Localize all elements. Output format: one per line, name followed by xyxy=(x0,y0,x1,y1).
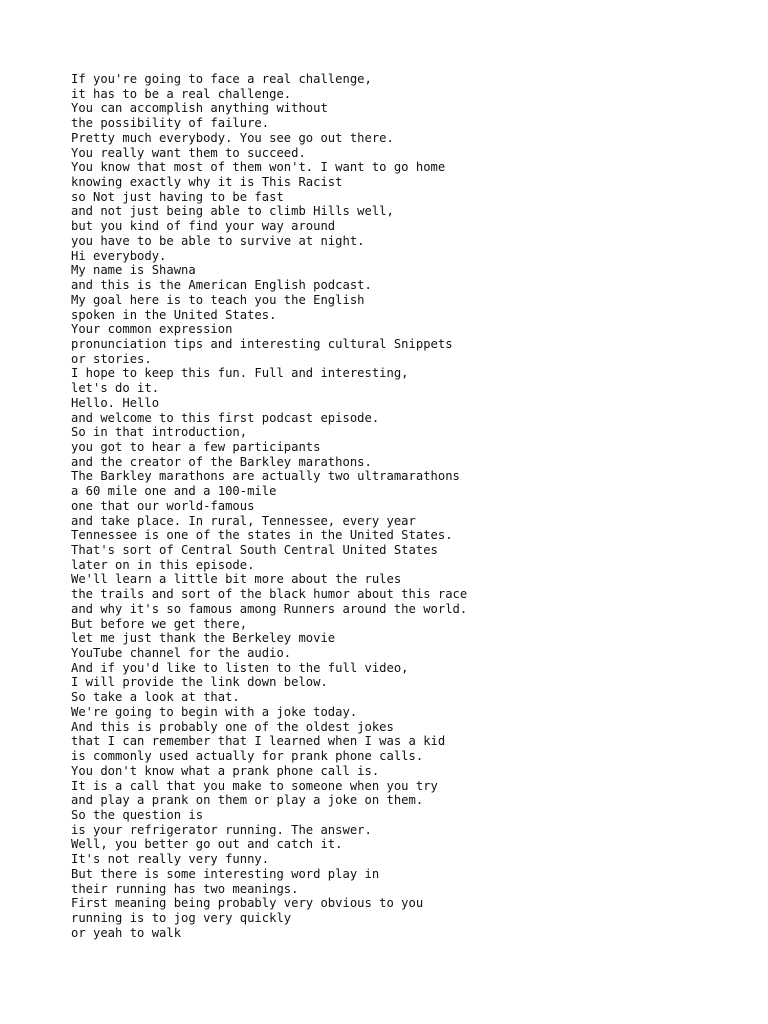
transcript-line: later on in this episode. xyxy=(71,557,255,572)
transcript-line: is commonly used actually for prank phone calls. xyxy=(71,749,424,764)
transcript-line: Tennessee is one of the states in the United States. xyxy=(71,528,453,543)
transcript-line: That's sort of Central South Central United States xyxy=(71,543,438,557)
transcript-line: and not just being able to climb Hills well, xyxy=(71,204,394,219)
transcript-line: I hope to keep this fun. Full and interesting, xyxy=(71,366,409,381)
transcript-line: spoken in the United States. xyxy=(71,307,277,322)
transcript-line: pronunciation tips and interesting cultural Snippets xyxy=(71,336,453,351)
transcript-line: or yeah to walk xyxy=(71,925,182,940)
transcript-line: the trails and sort of the black humor about this race xyxy=(71,587,468,602)
transcript-line: the possibility of failure. xyxy=(71,116,270,131)
transcript-line: knowing exactly why it is This Racist xyxy=(71,175,343,190)
transcript-line: So take a look at that. xyxy=(71,690,240,705)
transcript-line: First meaning being probably very obvious to you xyxy=(71,896,424,911)
transcript-line: But before we get there, xyxy=(71,616,248,631)
transcript-text xyxy=(71,72,731,940)
transcript-line: and this is the American English podcast. xyxy=(71,278,372,293)
transcript-line: let's do it. xyxy=(71,381,160,396)
transcript-line: We'll learn a little bit more about the rules xyxy=(71,572,402,587)
transcript-line: Hello. Hello xyxy=(71,395,160,410)
transcript-line: My goal here is to teach you the English xyxy=(71,292,365,307)
transcript-line: but you kind of find your way around xyxy=(71,219,336,234)
transcript-line: and take place. In rural, Tennessee, every year xyxy=(71,513,416,528)
transcript-line: one that our world-famous xyxy=(71,498,255,513)
transcript-line: a 60 mile one and a 100-mile xyxy=(71,484,277,499)
transcript-line: you got to hear a few participants xyxy=(71,439,321,454)
transcript-line: If you're going to face a real challenge, xyxy=(71,72,372,86)
transcript-line: So in that introduction, xyxy=(71,425,248,440)
transcript-line: Pretty much everybody. You see go out there. xyxy=(71,130,394,145)
transcript-line: and why it's so famous among Runners around the world. xyxy=(71,601,468,616)
transcript-line: And if you'd like to listen to the full video, xyxy=(71,660,409,675)
transcript-line: And this is probably one of the oldest jokes xyxy=(71,719,394,734)
transcript-line: it has to be a real challenge. xyxy=(71,86,292,101)
transcript-line: is your refrigerator running. The answer. xyxy=(71,822,372,837)
transcript-line: and play a prank on them or play a joke on them. xyxy=(71,793,424,808)
transcript-line: or stories. xyxy=(71,351,152,366)
transcript-line: The Barkley marathons are actually two ultramarathons xyxy=(71,469,460,484)
transcript-line: YouTube channel for the audio. xyxy=(71,646,292,661)
transcript-line: So the question is xyxy=(71,807,204,822)
transcript-line: I will provide the link down below. xyxy=(71,675,328,690)
transcript-line: You really want them to succeed. xyxy=(71,145,306,160)
transcript-line: their running has two meanings. xyxy=(71,881,299,896)
transcript-line: It is a call that you make to someone when you try xyxy=(71,778,438,793)
transcript-line: Well, you better go out and catch it. xyxy=(71,837,343,852)
transcript-line: Your common expression xyxy=(71,322,233,337)
transcript-line: and the creator of the Barkley marathons. xyxy=(71,454,372,469)
transcript-line: let me just thank the Berkeley movie xyxy=(71,631,336,646)
transcript-line: We're going to begin with a joke today. xyxy=(71,704,358,719)
transcript-line: and welcome to this first podcast episode. xyxy=(71,410,380,425)
transcript-line: You know that most of them won't. I want to go home xyxy=(71,160,446,175)
transcript-line: running is to jog very quickly xyxy=(71,910,292,925)
transcript-line: Hi everybody. xyxy=(71,248,167,263)
transcript-line: so Not just having to be fast xyxy=(71,189,284,204)
transcript-line: But there is some interesting word play in xyxy=(71,866,380,881)
transcript-line: My name is Shawna xyxy=(71,263,196,278)
transcript-line: you have to be able to survive at night. xyxy=(71,233,365,248)
transcript-line: It's not really very funny. xyxy=(71,852,270,867)
transcript-line: that I can remember that I learned when I was a kid xyxy=(71,734,446,749)
transcript-line: You can accomplish anything without xyxy=(71,101,328,116)
transcript-line: You don't know what a prank phone call is. xyxy=(71,763,380,778)
